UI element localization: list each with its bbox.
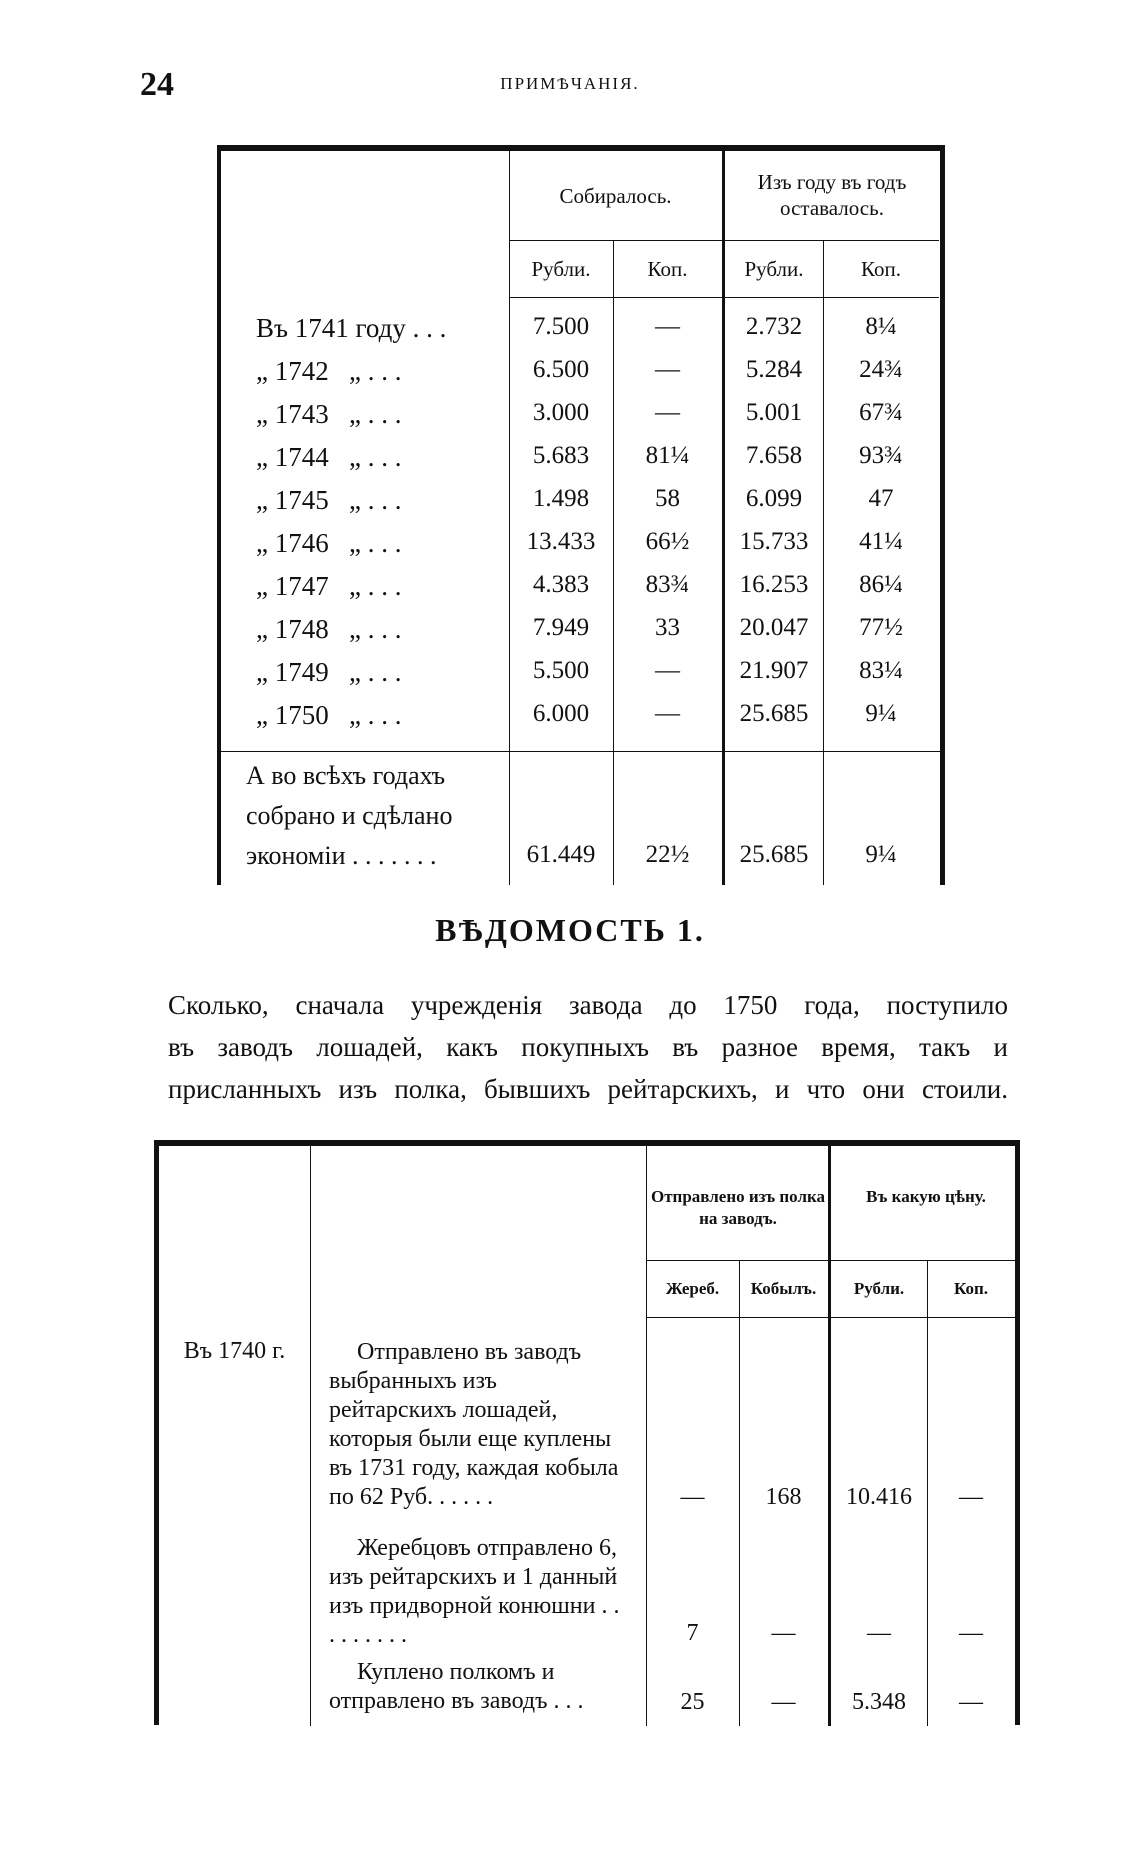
row-kop: —: [655, 657, 680, 684]
row-kop: —: [959, 1484, 983, 1510]
header-sent: Отправлено изъ полка на заводъ.: [650, 1187, 826, 1228]
summary-label-line-2: собрано и сдѣлано: [246, 801, 453, 830]
row-rub-remained: 2.732: [745, 313, 803, 340]
row-kop: 33: [655, 614, 680, 641]
row-mares: 168: [765, 1484, 802, 1510]
row-kop: —: [959, 1620, 983, 1646]
subheader-rub-1: Рубли.: [531, 257, 591, 281]
row-rub: 1.498: [532, 485, 590, 512]
row-kop: —: [655, 700, 680, 727]
row-year: „ 1750 „ . . .: [256, 700, 402, 730]
row-kop-remained: 77½: [859, 614, 903, 641]
horses-table: [154, 1140, 1020, 1725]
row-rub: 6.000: [532, 700, 590, 727]
row-rub-remained: 7.658: [745, 442, 803, 469]
subheader-kop: Коп.: [953, 1279, 989, 1298]
row-rub: 7.500: [532, 313, 590, 340]
row-year: „ 1744 „ . . .: [256, 442, 402, 472]
row-year: Въ 1741 году . . .: [256, 313, 447, 343]
row-kop: 66½: [645, 528, 690, 555]
row-rub: 5.500: [532, 657, 590, 684]
row-rub: 10.416: [846, 1484, 912, 1510]
row-stallions: 25: [680, 1689, 705, 1715]
row-year: „ 1748 „ . . .: [256, 614, 402, 644]
subheader-kop-2: Коп.: [861, 257, 901, 281]
row-rub-remained: 5.001: [745, 399, 803, 426]
header-remained: Изъ году въ годъ оставалось.: [757, 170, 907, 220]
header-collected: Собиралось.: [559, 184, 672, 208]
row-kop: —: [655, 313, 680, 340]
row-year: „ 1747 „ . . .: [256, 571, 402, 601]
row-rub: 5.683: [532, 442, 590, 469]
row-kop: 83¾: [645, 571, 690, 598]
row-kop: 58: [655, 485, 680, 512]
row-kop: —: [959, 1689, 983, 1715]
year-label: Въ 1740 г.: [183, 1338, 286, 1364]
row-rub-remained: 21.907: [739, 657, 809, 684]
row-kop-remained: 86¼: [859, 571, 903, 598]
row-description: Жеребцовъ отправлено 6, изъ рейтарскихъ и 1 данный изъ придворной конюшни . . . . . . . . .: [329, 1535, 620, 1648]
row-rub: 6.500: [532, 356, 590, 383]
row-year: „ 1742 „ . . .: [256, 356, 402, 386]
row-rub: 4.383: [532, 571, 590, 598]
row-kop-remained: 24¾: [859, 356, 903, 383]
row-kop: 81¼: [645, 442, 690, 469]
row-rub: 7.949: [532, 614, 590, 641]
row-kop-remained: 67¾: [859, 399, 903, 426]
row-kop-remained: 41¼: [859, 528, 903, 555]
row-year: „ 1745 „ . . .: [256, 485, 402, 515]
row-stallions: 7: [686, 1620, 699, 1646]
row-rub: 13.433: [526, 528, 596, 555]
row-rub-remained: 6.099: [745, 485, 803, 512]
summary-rub: 61.449: [526, 841, 596, 868]
row-mares: —: [771, 1620, 796, 1646]
savings-table: [217, 145, 945, 885]
subheader-mares: Кобылъ.: [750, 1279, 817, 1298]
row-description: Куплено полкомъ и отправлено въ заводъ . . .: [329, 1659, 584, 1714]
statement-title: ВѢДОМОСТЬ 1.: [435, 912, 705, 948]
summary-label-line-1: А во всѣхъ годахъ: [246, 761, 446, 790]
row-mares: —: [771, 1689, 796, 1715]
row-year: „ 1743 „ . . .: [256, 399, 402, 429]
row-year: „ 1749 „ . . .: [256, 657, 402, 687]
row-stallions: —: [680, 1484, 705, 1510]
row-kop-remained: 93¾: [859, 442, 903, 469]
page-number: 24: [140, 66, 174, 103]
row-rub: 5.348: [852, 1689, 906, 1715]
row-rub-remained: 20.047: [739, 614, 809, 641]
row-kop-remained: 47: [868, 485, 894, 512]
running-head: ПРИМѢЧАНІЯ.: [500, 74, 640, 93]
summary-rub-remained: 25.685: [739, 841, 809, 868]
row-year: „ 1746 „ . . .: [256, 528, 402, 558]
row-rub-remained: 15.733: [739, 528, 809, 555]
summary-label-line-3: экономіи . . . . . . .: [246, 841, 437, 870]
header-price: Въ какую цѣну.: [866, 1187, 986, 1206]
summary-kop: 22½: [645, 841, 690, 868]
row-kop-remained: 8¼: [865, 313, 897, 340]
row-kop: —: [655, 356, 680, 383]
row-rub: —: [867, 1620, 891, 1646]
paragraph-line-2: въ заводъ лошадей, какъ покупныхъ въ разное время, такъ и: [168, 1032, 1008, 1062]
paragraph-line-1: Сколько, сначала учрежденія завода до 1750 года, поступило: [168, 990, 1008, 1020]
row-rub: 3.000: [532, 399, 590, 426]
subheader-rub: Рубли.: [853, 1279, 905, 1298]
paragraph-line-3: присланныхъ изъ полка, бывшихъ рейтарскихъ, и что они стоили.: [168, 1074, 1008, 1104]
subheader-rub-2: Рубли.: [744, 257, 804, 281]
subheader-stallions: Жереб.: [665, 1279, 720, 1298]
row-kop-remained: 9¼: [865, 700, 897, 727]
summary-kop-remained: 9¼: [865, 841, 897, 868]
row-description: Отправлено въ заводъ выбранныхъ изъ рейтарскихъ лошадей, которыя были еще куплены въ 1731 году, каждая кобыла по 62 Руб. . . . . .: [329, 1339, 619, 1510]
row-kop: —: [655, 399, 680, 426]
row-kop-remained: 83¼: [859, 657, 903, 684]
row-rub-remained: 5.284: [745, 356, 803, 383]
row-rub-remained: 25.685: [739, 700, 809, 727]
row-rub-remained: 16.253: [739, 571, 809, 598]
subheader-kop-1: Коп.: [647, 257, 688, 281]
